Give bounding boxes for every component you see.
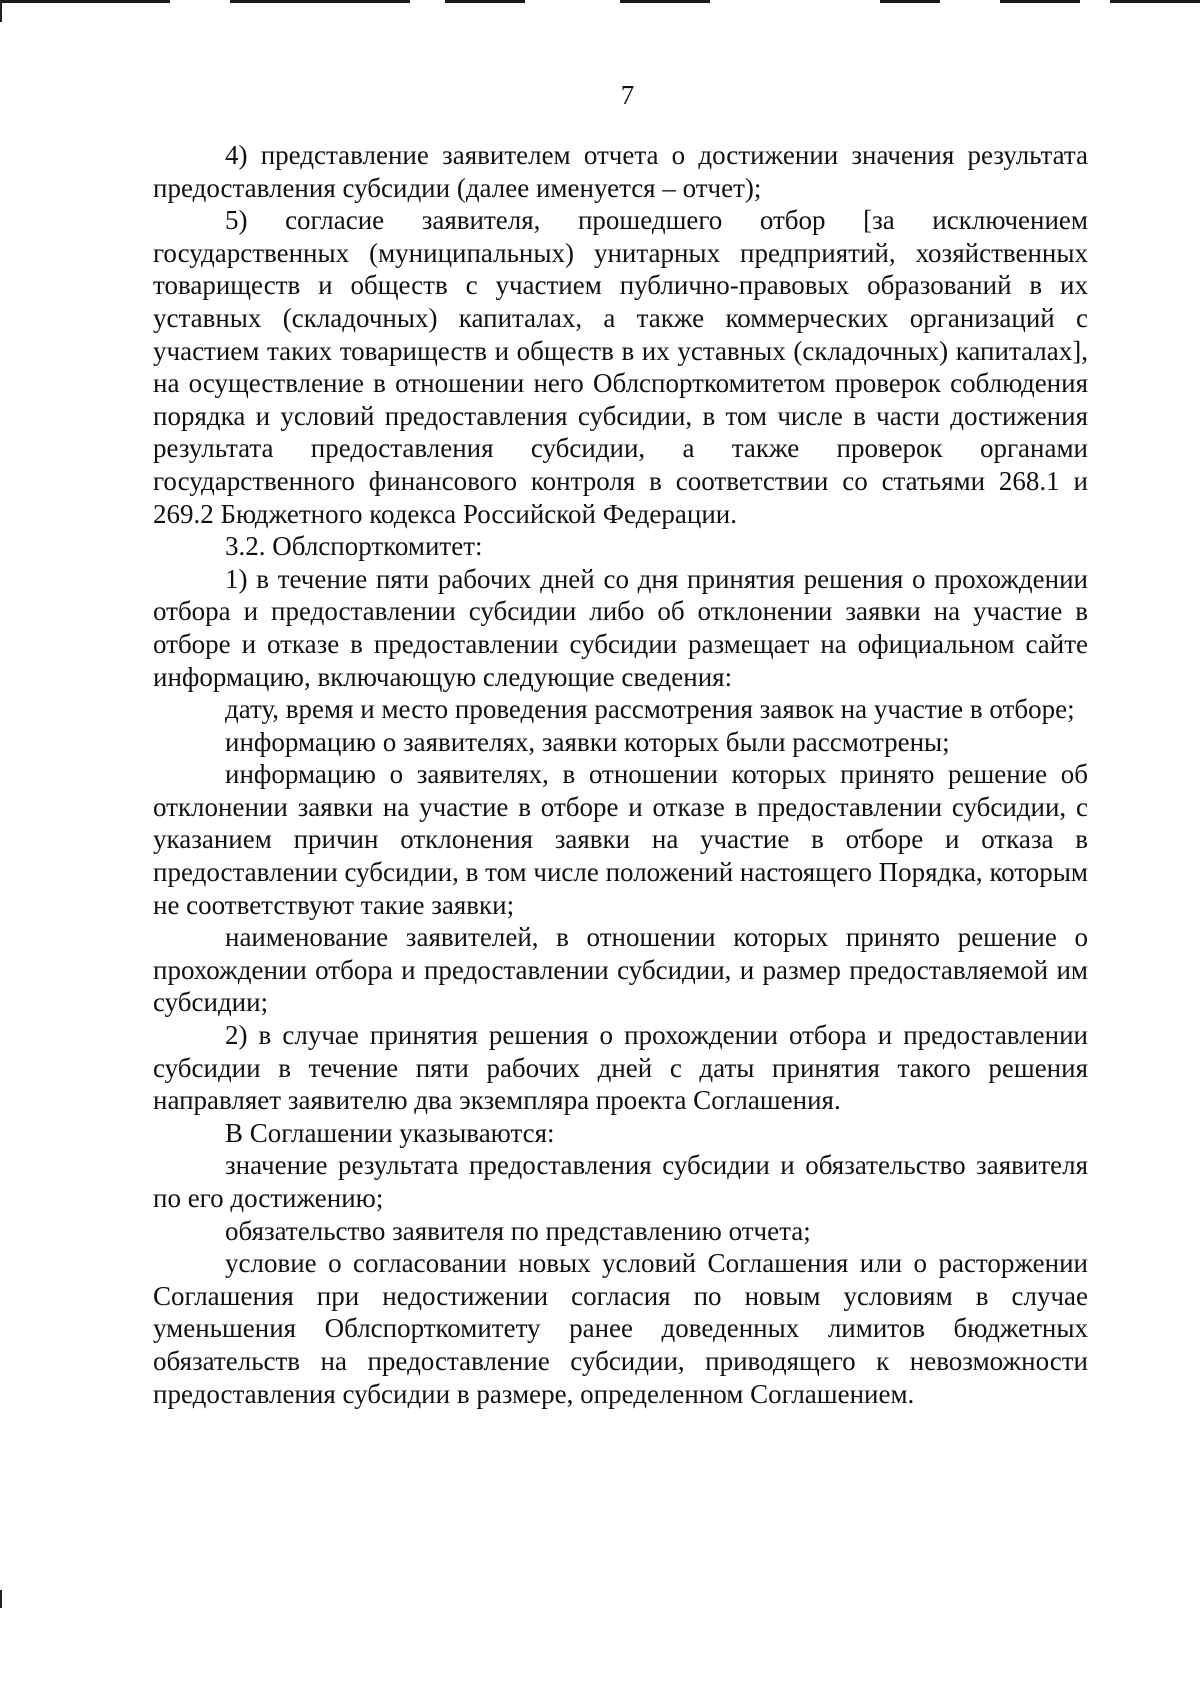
paragraph: 2) в случае принятия решения о прохождении отбора и предоставлении субсидии в течение пяти рабочих дней с даты принятия такого решения направляет заявителю два экземпляра проекта Соглашения. — [153, 1020, 1088, 1116]
paragraph: В Соглашении указываются: — [225, 1117, 555, 1148]
scan-artifact — [230, 0, 410, 3]
paragraph: 3.2. Облспорткомитет: — [225, 531, 483, 562]
scan-artifact — [620, 0, 710, 3]
paragraph: наименование заявителей, в отношении которых принято решение о прохождении отбора и предоставлении субсидии, и размер предоставляемой им субсидии; — [153, 922, 1088, 1018]
paragraph: информацию о заявителях, заявки которых были рассмотрены; — [225, 726, 950, 757]
document-body — [153, 139, 1088, 1410]
paragraph: условие о согласовании новых условий Соглашения или о расторжении Соглашения при недостижении согласия по новым условиям в случае уменьшения Облспорткомитету ранее доведенных лимитов бюджетных обязательств на предоставление субсидии, приводящего к невозможности предоставления субсидии в размере, определенном Соглашением. — [153, 1248, 1088, 1409]
scan-edge-mark — [0, 1590, 2, 1608]
paragraph: дату, время и место проведения рассмотрения заявок на участие в отборе; — [225, 694, 1075, 725]
paragraph: 4) представление заявителем отчета о достижении значения результата предоставления субсидии (далее именуется – отчет); — [153, 140, 1088, 203]
scan-artifact — [445, 0, 525, 3]
paragraph: значение результата предоставления субсидии и обязательство заявителя по его достижению; — [153, 1150, 1088, 1213]
paragraph: обязательство заявителя по представлению отчета; — [225, 1215, 811, 1246]
paragraph: 5) согласие заявителя, прошедшего отбор [за исключением государственных (муниципальных) унитарных предприятий, хозяйственных товариществ и обществ с участием публично-правовых образований в их уставных (складочных) капиталах, а также коммерческих организаций с участием таких товариществ и обществ в их уставных (складочных) капиталах], на осуществление в отношении него Облспорткомитетом проверок соблюдения порядка и условий предоставления субсидии, в том числе в части достижения результата предоставления субсидии, а также проверок органами государственного финансового контроля в соответствии со статьями 268.1 и 269.2 Бюджетного кодекса Российской Федерации. — [153, 205, 1088, 529]
scan-artifact — [880, 0, 940, 3]
scan-artifact — [1000, 0, 1080, 3]
scan-artifact — [1110, 0, 1200, 3]
paragraph: 1) в течение пяти рабочих дней со дня принятия решения о прохождении отбора и предоставлении субсидии либо об отклонении заявки на участие в отборе и отказе в предоставлении субсидии размещает на официальном сайте информацию, включающую следующие сведения: — [153, 563, 1088, 692]
scan-edge-mark — [0, 0, 2, 22]
page-number: 7 — [620, 80, 635, 110]
paragraph: информацию о заявителях, в отношении которых принято решение об отклонении заявки на участие в отборе и отказе в предоставлении субсидии, с указанием причин отклонения заявки на участие в отборе и отказа в предоставлении субсидии, в том числе положений настоящего Порядка, которым не соответствуют такие заявки; — [153, 759, 1088, 920]
scan-artifact — [0, 0, 170, 3]
